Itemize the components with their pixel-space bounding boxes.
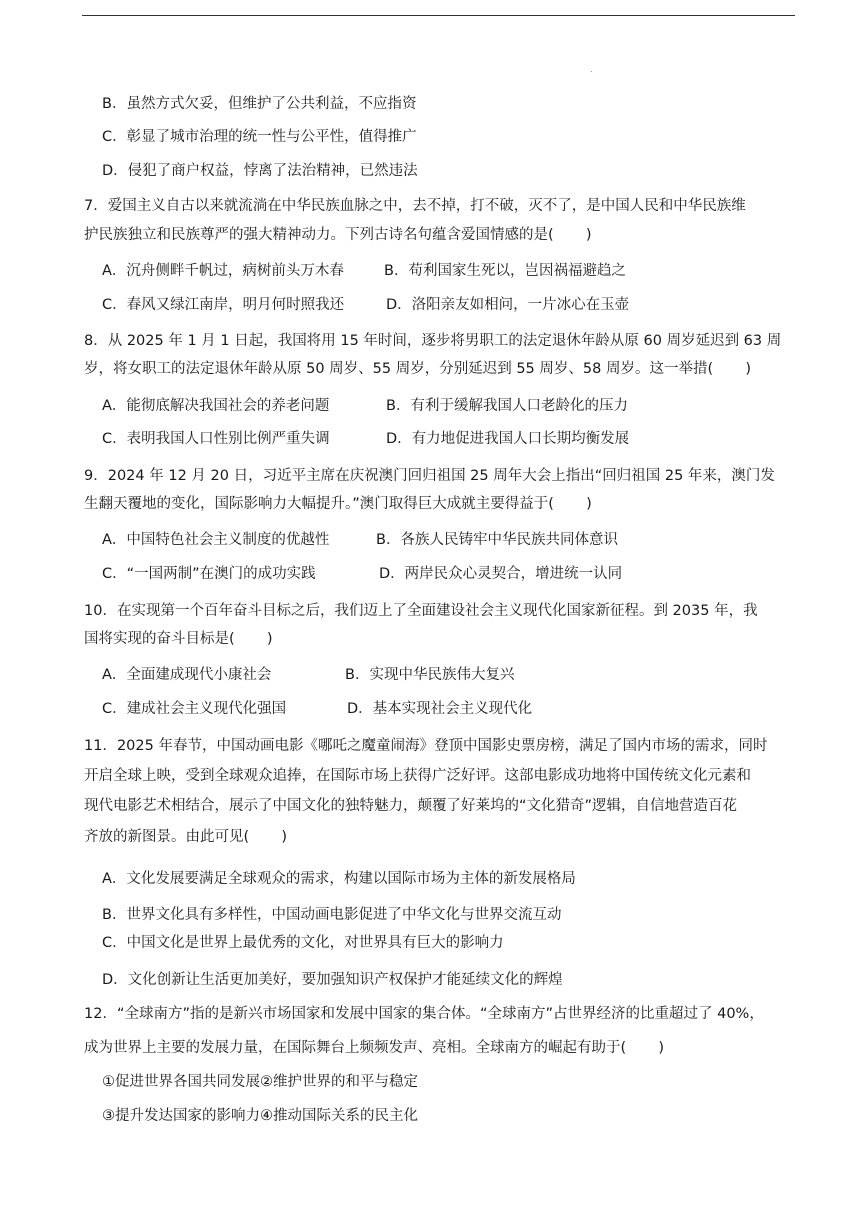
q11-option-d: D．文化创新让生活更加美好，要加强知识产权保护才能延续文化的辉煌: [102, 972, 563, 988]
q8-stem-line2: 岁，将女职工的法定退休年龄从原 50 周岁、55 周岁，分别延迟到 55 周岁、58 周岁。这一举措( ): [84, 361, 752, 377]
q10-stem-line1: 10．在实现第一个百年奋斗目标之后，我们迈上了全面建设社会主义现代化国家新征程。到 2035 年，我: [84, 603, 758, 619]
q11-stem-line4: 齐放的新图景。由此可见( ): [84, 829, 288, 845]
q9-option-c: C．“一国两制”在澳门的成功实践: [102, 566, 316, 582]
q6-option-c: C．彰显了城市治理的统一性与公平性，值得推广: [102, 129, 417, 145]
header-rule: [82, 15, 795, 16]
q7-stem-line2: 护民族独立和民族尊严的强大精神动力。下列古诗名句蕴含爱国情感的是( ): [84, 227, 592, 243]
q8-stem-line1: 8．从 2025 年 1 月 1 日起，我国将用 15 年时间，逐步将男职工的法定退休年龄从原 60 周岁延迟到 63 周: [84, 333, 782, 349]
speck: [591, 71, 592, 72]
q9-option-d: D．两岸民众心灵契合，增进统一认同: [379, 566, 623, 582]
q9-stem-line1: 9．2024 年 12 月 20 日，习近平主席在庆祝澳门回归祖国 25 周年大会上指出“回归祖国 25 年来，澳门发: [84, 468, 775, 484]
q8-option-a: A．能彻底解决我国社会的养老问题: [102, 398, 330, 414]
q7-option-c: C．春风又绿江南岸，明月何时照我还: [102, 297, 345, 313]
q11-option-a: A．文化发展要满足全球观众的需求，构建以国际市场为主体的新发展格局: [102, 871, 576, 887]
q9-stem-line2: 生翻天覆地的变化，国际影响力大幅提升。”澳门取得巨大成就主要得益于( ): [84, 496, 592, 512]
q12-stem-line2: 成为世界上主要的发展力量，在国际舞台上频频发声、亮相。全球南方的崛起有助于( ): [84, 1040, 665, 1056]
q7-stem-line1: 7．爱国主义自古以来就流淌在中华民族血脉之中，去不掉，打不破，灭不了，是中国人民和中华民族维: [84, 198, 746, 214]
q8-option-d: D．有力地促进我国人口长期均衡发展: [386, 431, 630, 447]
q10-stem-line2: 国将实现的奋斗目标是( ): [84, 631, 273, 647]
q9-option-a: A．中国特色社会主义制度的优越性: [102, 532, 330, 548]
q8-option-b: B．有利于缓解我国人口老龄化的压力: [386, 398, 628, 414]
q7-option-d: D．洛阳亲友如相问，一片冰心在玉壶: [386, 297, 630, 313]
q12-statement-3-4: ③提升发达国家的影响力④推动国际关系的民主化: [102, 1108, 418, 1124]
q7-option-a: A．沉舟侧畔千帆过，病树前头万木春: [102, 263, 344, 279]
q7-option-b: B．苟利国家生死以，岂因祸福避趋之: [384, 263, 626, 279]
q12-statement-1-2: ①促进世界各国共同发展②维护世界的和平与稳定: [102, 1074, 418, 1090]
q9-option-b: B．各族人民铸牢中华民族共同体意识: [376, 532, 618, 548]
q10-option-b: B．实现中华民族伟大复兴: [345, 667, 515, 683]
q11-stem-line2: 开启全球上映，受到全球观众追捧，在国际市场上获得广泛好评。这部电影成功地将中国传统文化元素和: [84, 768, 751, 784]
q12-stem-line1: 12．“全球南方”指的是新兴市场国家和发展中国家的集合体。“全球南方”占世界经济的比重超过了 40%，: [84, 1006, 764, 1022]
q10-option-d: D．基本实现社会主义现代化: [347, 701, 533, 717]
q10-option-c: C．建成社会主义现代化强国: [102, 701, 287, 717]
q6-option-d: D．侵犯了商户权益，悖离了法治精神，已然违法: [102, 163, 418, 179]
q11-stem-line3: 现代电影艺术相结合，展示了中国文化的独特魅力，颠覆了好莱坞的“文化猎奇”逻辑，自信地营造百花: [84, 798, 738, 814]
q11-option-b: B．世界文化具有多样性，中国动画电影促进了中华文化与世界交流互动: [102, 907, 562, 923]
q10-option-a: A．全面建成现代小康社会: [102, 667, 272, 683]
q6-option-b: B．虽然方式欠妥，但维护了公共利益，不应指资: [102, 96, 417, 112]
q11-stem-line1: 11．2025 年春节，中国动画电影《哪吒之魔童闹海》登顶中国影史票房榜，满足了国内市场的需求，同时: [84, 738, 768, 754]
q11-option-c: C．中国文化是世界上最优秀的文化，对世界具有巨大的影响力: [102, 935, 504, 951]
q8-option-c: C．表明我国人口性别比例严重失调: [102, 431, 330, 447]
